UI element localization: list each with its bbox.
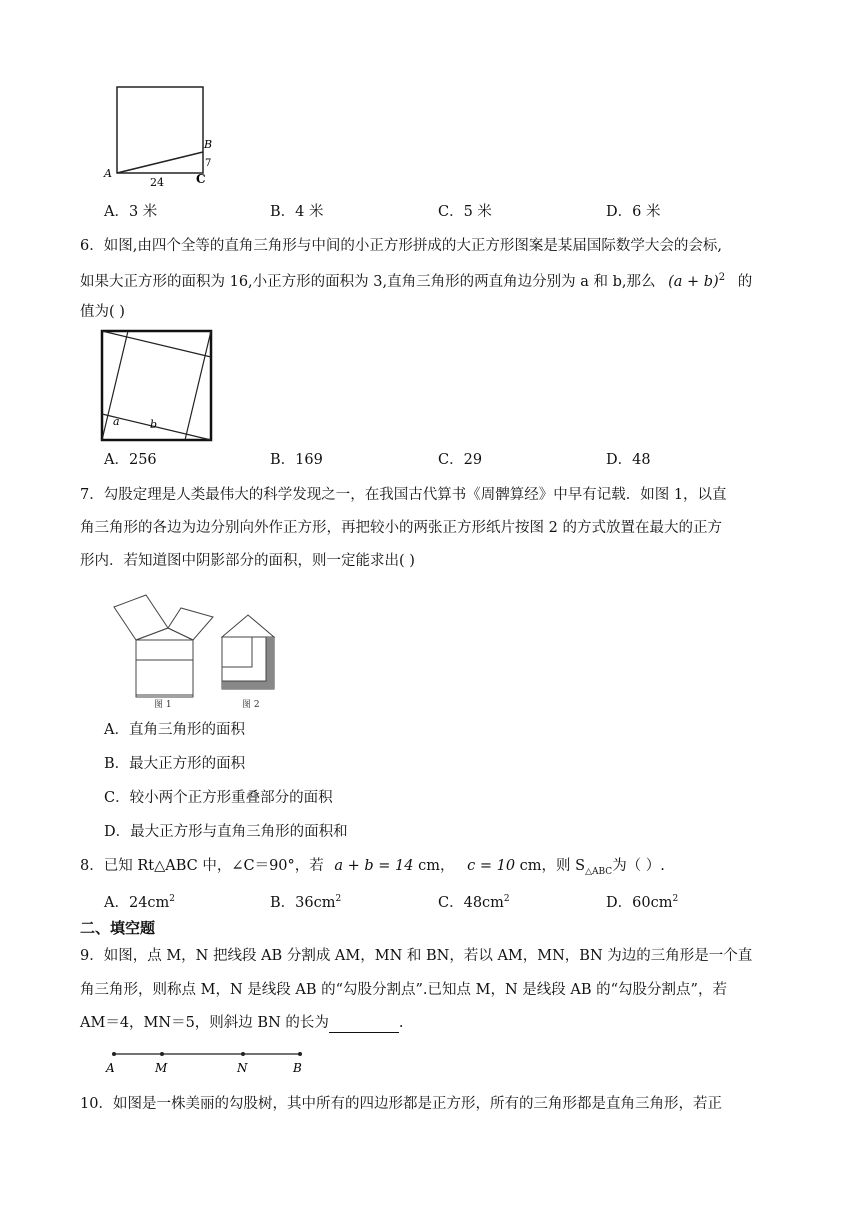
q7-line1: 7．勾股定理是人类最伟大的科学发现之一，在我国古代算书《周髀算经》中早有记载．如图 1，以直 xyxy=(80,487,727,503)
q8-option-b[interactable] xyxy=(270,889,341,913)
q8-sub: △ABC xyxy=(585,866,613,877)
q9-line2: 角三角形，则称点 M，N 是线段 AB 的“勾股分割点”.已知点 M，N 是线段 AB 的“勾股分割点”，若 xyxy=(80,982,727,998)
q5-label-a: A xyxy=(104,167,112,180)
q9-line3-post: . xyxy=(398,1015,404,1031)
q6-option-d[interactable]: D．48 xyxy=(606,452,651,468)
q5-label-c: C xyxy=(196,172,206,186)
q8-option-b-sup: 2 xyxy=(335,894,342,904)
q7-figure xyxy=(106,585,281,710)
q6-figure xyxy=(100,329,214,443)
q6-line2 xyxy=(80,268,752,292)
q6-label-a: a xyxy=(113,415,120,428)
q8-unit1: cm， xyxy=(418,858,455,874)
q9-figure xyxy=(100,1046,315,1074)
q9-answer-blank[interactable] xyxy=(329,1018,399,1033)
q8-option-c[interactable] xyxy=(438,889,510,913)
q9-label-n: N xyxy=(237,1061,248,1074)
q8-expr1: a + b = 14 xyxy=(334,858,414,874)
q9-label-b: B xyxy=(293,1061,302,1074)
q9-label-a: A xyxy=(106,1061,115,1074)
q9-line3 xyxy=(80,1013,403,1033)
q5-option-c[interactable]: C．5 米 xyxy=(438,204,492,220)
q5-figure xyxy=(100,82,220,190)
q8-option-c-sup: 2 xyxy=(503,894,510,904)
q6-label-b: b xyxy=(150,418,158,431)
q5-option-b[interactable]: B．4 米 xyxy=(270,204,324,220)
q9-line1: 9．如图，点 M，N 把线段 AB 分割成 AM，MN 和 BN，若以 AM，MN，BN 为边的三角形是一个直 xyxy=(80,948,753,964)
q10-line1: 10．如图是一株美丽的勾股树，其中所有的四边形都是正方形，所有的三角形都是直角三角形，若正 xyxy=(80,1096,722,1112)
q7-fig2-label: 图 2 xyxy=(242,700,260,710)
section-title: 二、填空题 xyxy=(80,919,156,937)
q6-line1: 6．如图,由四个全等的直角三角形与中间的小正方形拼成的大正方形图案是某届国际数学大会的会标, xyxy=(80,238,722,254)
q5-len-bc: 7 xyxy=(205,158,212,169)
q8-expr2: c = 10 xyxy=(467,858,516,874)
q8-option-a[interactable] xyxy=(104,889,175,913)
q7-fig1-label: 图 1 xyxy=(154,700,172,710)
q5-label-b: B xyxy=(204,138,213,151)
q8-option-c-text: C．48cm xyxy=(438,894,504,911)
q5-len-ac: 24 xyxy=(150,176,164,189)
q8-unit2: cm，则 S xyxy=(519,858,586,874)
q6-option-c[interactable]: C．29 xyxy=(438,452,483,468)
q8-option-a-sup: 2 xyxy=(169,894,176,904)
q7-option-c[interactable]: C．较小两个正方形重叠部分的面积 xyxy=(104,790,333,806)
q8-line-pre: 8．已知 Rt△ABC 中，∠C＝90°，若 xyxy=(80,858,324,874)
q7-option-a[interactable]: A．直角三角形的面积 xyxy=(104,722,245,738)
q6-line2-post: 的 xyxy=(737,273,753,290)
q7-line3: 形内．若知道图中阴影部分的面积，则一定能求出( ) xyxy=(80,553,415,569)
q8-line xyxy=(80,856,665,882)
q6-exp: 2 xyxy=(718,272,726,283)
q8-option-d[interactable] xyxy=(606,889,678,913)
q6-line3: 值为( ) xyxy=(80,304,125,320)
q6-line2-pre: 如果大正方形的面积为 16,小正方形的面积为 3,直角三角形的两直角边分别为 a 和 b,那么 xyxy=(80,273,656,290)
q7-line2: 角三角形的各边为边分别向外作正方形，再把较小的两张正方形纸片按图 2 的方式放置在最大的正方 xyxy=(80,520,722,536)
q5-option-d[interactable]: D．6 米 xyxy=(606,204,661,220)
q8-option-d-text: D．60cm xyxy=(606,894,673,911)
q6-expr: (a + b) xyxy=(668,273,719,290)
q6-option-a[interactable]: A．256 xyxy=(104,452,157,468)
q9-label-m: M xyxy=(155,1061,168,1074)
q6-option-b[interactable]: B．169 xyxy=(270,452,323,468)
q7-option-b[interactable]: B．最大正方形的面积 xyxy=(104,756,246,772)
q8-option-d-sup: 2 xyxy=(672,894,679,904)
q5-option-a[interactable]: A．3 米 xyxy=(104,204,158,220)
q8-line-post: 为（ ）. xyxy=(612,858,665,874)
q8-option-a-text: A．24cm xyxy=(104,894,170,911)
q8-option-b-text: B．36cm xyxy=(270,894,336,911)
q7-option-d[interactable]: D．最大正方形与直角三角形的面积和 xyxy=(104,824,348,840)
q9-line3-pre: AM＝4，MN＝5，则斜边 BN 的长为 xyxy=(80,1015,329,1031)
